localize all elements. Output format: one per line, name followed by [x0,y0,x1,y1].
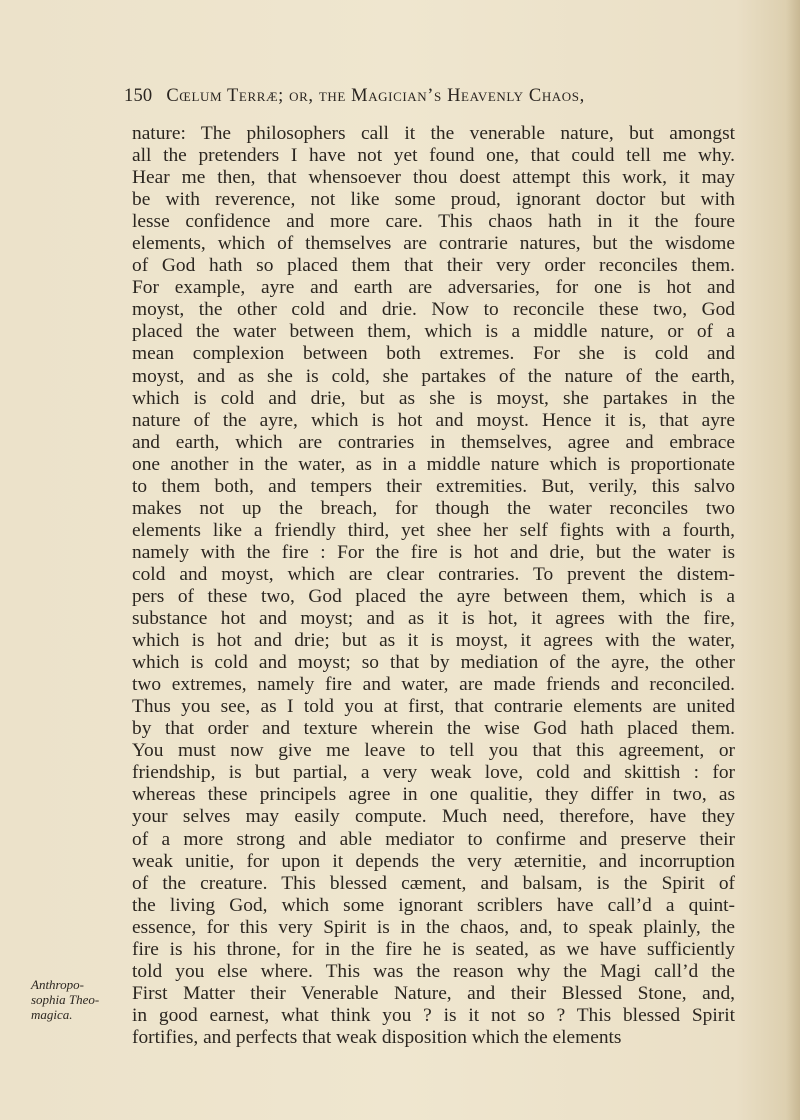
text-line: your selves may easily compute. Much need, therefore, have they [132,806,735,828]
text-line: Hear me then, that whensoever thou doest attempt this work, it may [132,167,735,189]
text-line: makes not up the breach, for though the water reconciles two [132,497,735,519]
text-line: of a more strong and able mediator to confirme and preserve their [132,828,735,850]
text-line: For example, ayre and earth are adversaries, for one is hot and [132,277,735,299]
text-line: nature of the ayre, which is hot and moyst. Hence it is, that ayre [132,409,735,431]
text-line: fire is his throne, for in the fire he is seated, as we have sufficiently [132,938,735,960]
text-line: fortifies, and perfects that weak disposition which the elements [132,1026,622,1048]
margin-note [31,977,131,1022]
margin-note-line: sophia Theo- [31,992,100,1007]
text-line: moyst, and as she is cold, she partakes of the nature of the earth, [132,365,735,387]
text-line: by that order and texture wherein the wise God hath placed them. [132,718,735,740]
text-line: whereas these principels agree in one qualitie, they differ in two, as [132,784,735,806]
text-line: essence, for this very Spirit is in the chaos, and, to speak plainly, the [132,916,735,938]
text-line: pers of these two, God placed the ayre between them, which is a [132,585,735,607]
text-line: moyst, the other cold and drie. Now to reconcile these two, God [132,299,735,321]
text-line: all the pretenders I have not yet found one, that could tell me why. [132,145,735,167]
text-line: Thus you see, as I told you at first, that contrarie elements are united [132,696,735,718]
text-line: of the creature. This blessed cæment, and balsam, is the Spirit of [132,872,735,894]
text-line: the living God, which some ignorant scriblers have call’d a quint- [132,894,735,916]
text-line: cold and moyst, which are clear contraries. To prevent the distem- [132,563,735,585]
page-number: 150 [124,86,153,106]
text-line: namely with the fire : For the fire is hot and drie, but the water is [132,541,735,563]
text-line: You must now give me leave to tell you that this agreement, or [132,740,735,762]
text-line: nature: The philosophers call it the venerable nature, but amongst [132,123,735,144]
running-head [124,86,724,107]
text-line: substance hot and moyst; and as it is hot, it agrees with the fire, [132,608,735,630]
text-line: mean complexion between both extremes. For she is cold and [132,343,735,365]
text-line: two extremes, namely fire and water, are made friends and reconciled. [132,674,735,696]
text-line: elements, which of themselves are contrarie natures, but the wisdome [132,233,735,255]
text-line: which is cold and moyst; so that by mediation of the ayre, the other [132,652,735,674]
text-line: which is cold and drie, but as she is moyst, she partakes in the [132,387,735,409]
margin-note-line: Anthropo- [31,977,84,992]
body-text [132,123,735,1049]
text-line: in good earnest, what think you ? is it not so ? This blessed Spirit [132,1004,735,1026]
text-line: which is hot and drie; but as it is moyst, it agrees with the water, [132,630,735,652]
page-edge-shadow [786,0,800,1120]
text-line: and earth, which are contraries in themselves, agree and embrace [132,431,735,453]
text-line: lesse confidence and more care. This chaos hath in it the foure [132,211,735,233]
text-line: to them both, and tempers their extremities. But, verily, this salvo [132,475,735,497]
text-line: of God hath so placed them that their very order reconciles them. [132,255,735,277]
text-line: one another in the water, as in a middle nature which is proportionate [132,453,735,475]
text-line: be with reverence, not like some proud, ignorant doctor but with [132,189,735,211]
text-line: told you else where. This was the reason why the Magi call’d the [132,960,735,982]
text-line: elements like a friendly third, yet shee her self fights with a fourth, [132,519,735,541]
text-line: First Matter their Venerable Nature, and their Blessed Stone, and, [132,982,735,1004]
text-line: placed the water between them, which is a middle nature, or of a [132,321,735,343]
running-title: Cœlum Terræ; or, the Magician’s Heavenly Chaos, [166,86,585,106]
margin-note-line: magica. [31,1007,73,1022]
text-line: weak unitie, for upon it depends the very æternitie, and incorruption [132,850,735,872]
text-line: friendship, is but partial, a very weak love, cold and skittish : for [132,762,735,784]
